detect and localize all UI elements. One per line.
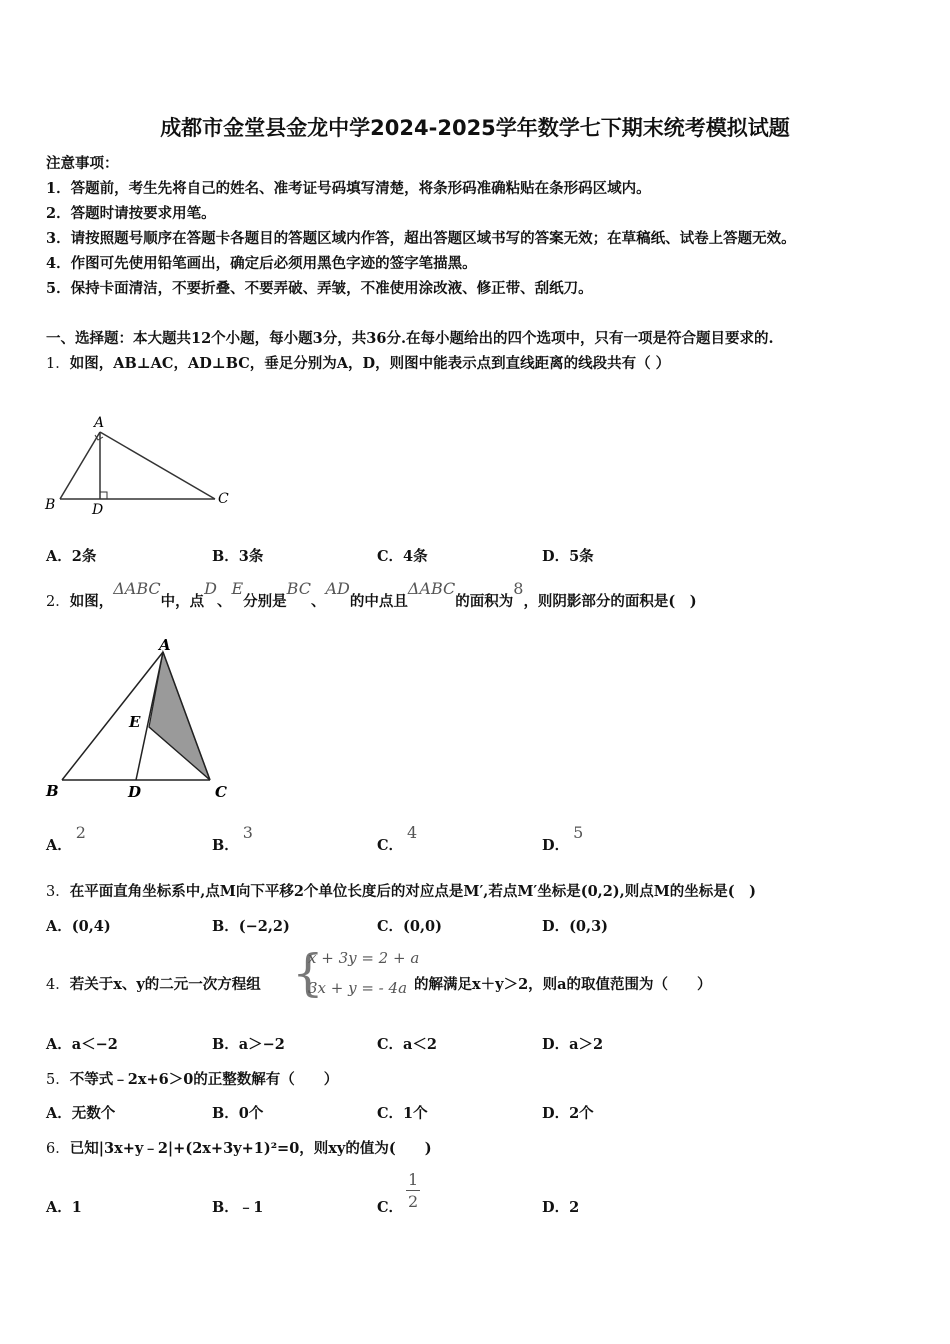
question-text: ，则阴影部分的面积是( ) [523,593,697,610]
notice-item: 1．答题前，考生先将自己的姓名、准考证号码填写清楚，将条形码准确粘贴在条形码区域内。 [46,180,651,197]
notice-item: 5．保持卡面清洁，不要折叠、不要弄破、弄皱，不准使用涂改液、修正带、刮纸刀。 [46,280,593,297]
q4-option-b[interactable]: B．a＞−2 [212,1036,285,1053]
notice-item: 2．答题时请按要求用笔。 [46,205,216,222]
option-value: 5 [573,823,584,842]
q6-option-a[interactable]: A．1 [46,1199,82,1216]
question-5 [46,1068,338,1089]
q1-option-b[interactable]: B．3条 [212,548,264,565]
math-triangle-abc: ΔABC [407,579,456,598]
q2-option-a[interactable] [46,823,86,855]
question-4-lead [46,973,261,994]
option-value: 4 [407,823,418,842]
question-text: 的面积为 [455,593,514,610]
right-angle-mark-d [100,492,107,499]
question-3 [46,880,756,901]
label-d: D [92,502,104,518]
question-text: 如图，AB⊥AC，AD⊥BC，垂足分别为A，D，则图中能表示点到直线距离的线段共有（ ） [69,355,671,372]
label-b: B [46,782,59,800]
label-c: C [215,783,227,801]
page-title: 成都市金堂县金龙中学2024-2025学年数学七下期末统考模拟试题 [160,116,790,140]
shaded-region [149,652,210,780]
math-segment-bc: BC [286,579,311,598]
question-number: 3． [46,884,70,900]
equation-1: x + 3y = 2 + a [308,949,420,967]
math-point-d: D [204,579,217,598]
option-value: 3 [242,823,253,842]
q3-option-d[interactable]: D．(0,3) [542,918,609,935]
q2-option-d[interactable] [542,823,584,855]
label-e: E [129,713,141,731]
q2-option-c[interactable] [377,823,418,855]
q3-option-b[interactable]: B．(−2,2) [212,918,290,935]
q3-option-c[interactable]: C．(0,0) [377,918,442,935]
q2-figure [40,632,240,802]
question-number: 1． [46,356,70,372]
option-letter: C． [377,837,404,854]
q4-option-d[interactable]: D．a＞2 [542,1036,604,1053]
segment-ab [60,432,100,499]
notice-heading: 注意事项： [46,155,119,172]
q4-option-c[interactable]: C．a＜2 [377,1036,438,1053]
q5-option-c[interactable]: C．1个 [377,1105,428,1122]
question-1 [46,352,670,373]
section-heading: 一、选择题：本大题共12个小题，每小题3分，共36分.在每小题给出的四个选项中，只有一项是符合题目要求的. [46,330,774,347]
q6-option-c-fraction [406,1170,420,1213]
math-triangle-abc: ΔABC [113,579,161,598]
notice-item: 3．请按照题号顺序在答题卡各题目的答题区域内作答，超出答题区域书写的答案无效；在草稿纸、试卷上答题无效。 [46,230,796,247]
fraction-numerator: 1 [408,1170,419,1189]
q3-option-a[interactable]: A．(0,4) [46,918,111,935]
q6-option-c[interactable]: C． [377,1199,404,1216]
question-text: 已知|3x+y﹣2|+(2x+3y+1)²=0，则xy的值为( ) [69,1140,432,1157]
q2-option-b[interactable] [212,823,253,855]
math-area-value: 8 [513,579,524,598]
q5-option-a[interactable]: A．无数个 [46,1105,116,1122]
question-text: 分别是 [243,593,287,610]
question-6 [46,1137,432,1158]
segment-ac [100,432,215,499]
option-letter: B． [212,837,239,854]
option-letter: A． [46,837,72,854]
label-d: D [128,783,142,801]
question-number: 6． [46,1141,70,1157]
option-value: 2 [75,823,86,842]
notice-item: 4．作图可先使用铅笔画出，确定后必须用黑色字迹的签字笔描黑。 [46,255,477,272]
question-text: 、 [216,593,232,610]
question-text: 、 [310,593,326,610]
label-c: C [218,491,229,507]
q4-option-a[interactable]: A．a＜−2 [46,1036,118,1053]
question-text: 若关于x、y的二元一次方程组 [69,976,261,993]
question-2 [46,579,697,611]
question-text: 在平面直角坐标系中,点M向下平移2个单位长度后的对应点是M′,若点M′坐标是(0,2),则点M的坐标是( ) [69,883,756,900]
equation-2: 3x + y = - 4a [308,979,408,997]
math-segment-ad: AD [325,579,350,598]
label-a: A [159,636,171,654]
question-number: 2． [46,594,70,610]
question-4-tail: 的解满足x＋y＞2，则a的取值范围为（ ） [414,976,712,993]
question-number: 4． [46,977,70,993]
q1-figure [40,410,240,520]
q1-option-c[interactable]: C．4条 [377,548,428,565]
math-point-e: E [231,579,244,598]
fraction-denominator: 2 [408,1192,419,1211]
q1-option-a[interactable]: A．2条 [46,548,97,565]
label-b: B [45,497,56,513]
question-text: 的中点且 [349,593,408,610]
question-number: 5． [46,1072,70,1088]
q1-option-d[interactable]: D．5条 [542,548,594,565]
q5-option-d[interactable]: D．2个 [542,1105,594,1122]
label-a: A [94,415,105,431]
q5-option-b[interactable]: B．0个 [212,1105,264,1122]
question-text: 如图， [69,593,114,610]
question-text: 不等式﹣2x+6＞0的正整数解有（ ） [69,1071,339,1088]
q6-option-d[interactable]: D．2 [542,1199,580,1216]
segment-ab [62,652,163,780]
q6-option-b[interactable]: B．﹣1 [212,1199,264,1216]
option-letter: D． [542,837,570,854]
equation-brace: { [292,944,324,1002]
question-text: 中，点 [160,593,205,610]
